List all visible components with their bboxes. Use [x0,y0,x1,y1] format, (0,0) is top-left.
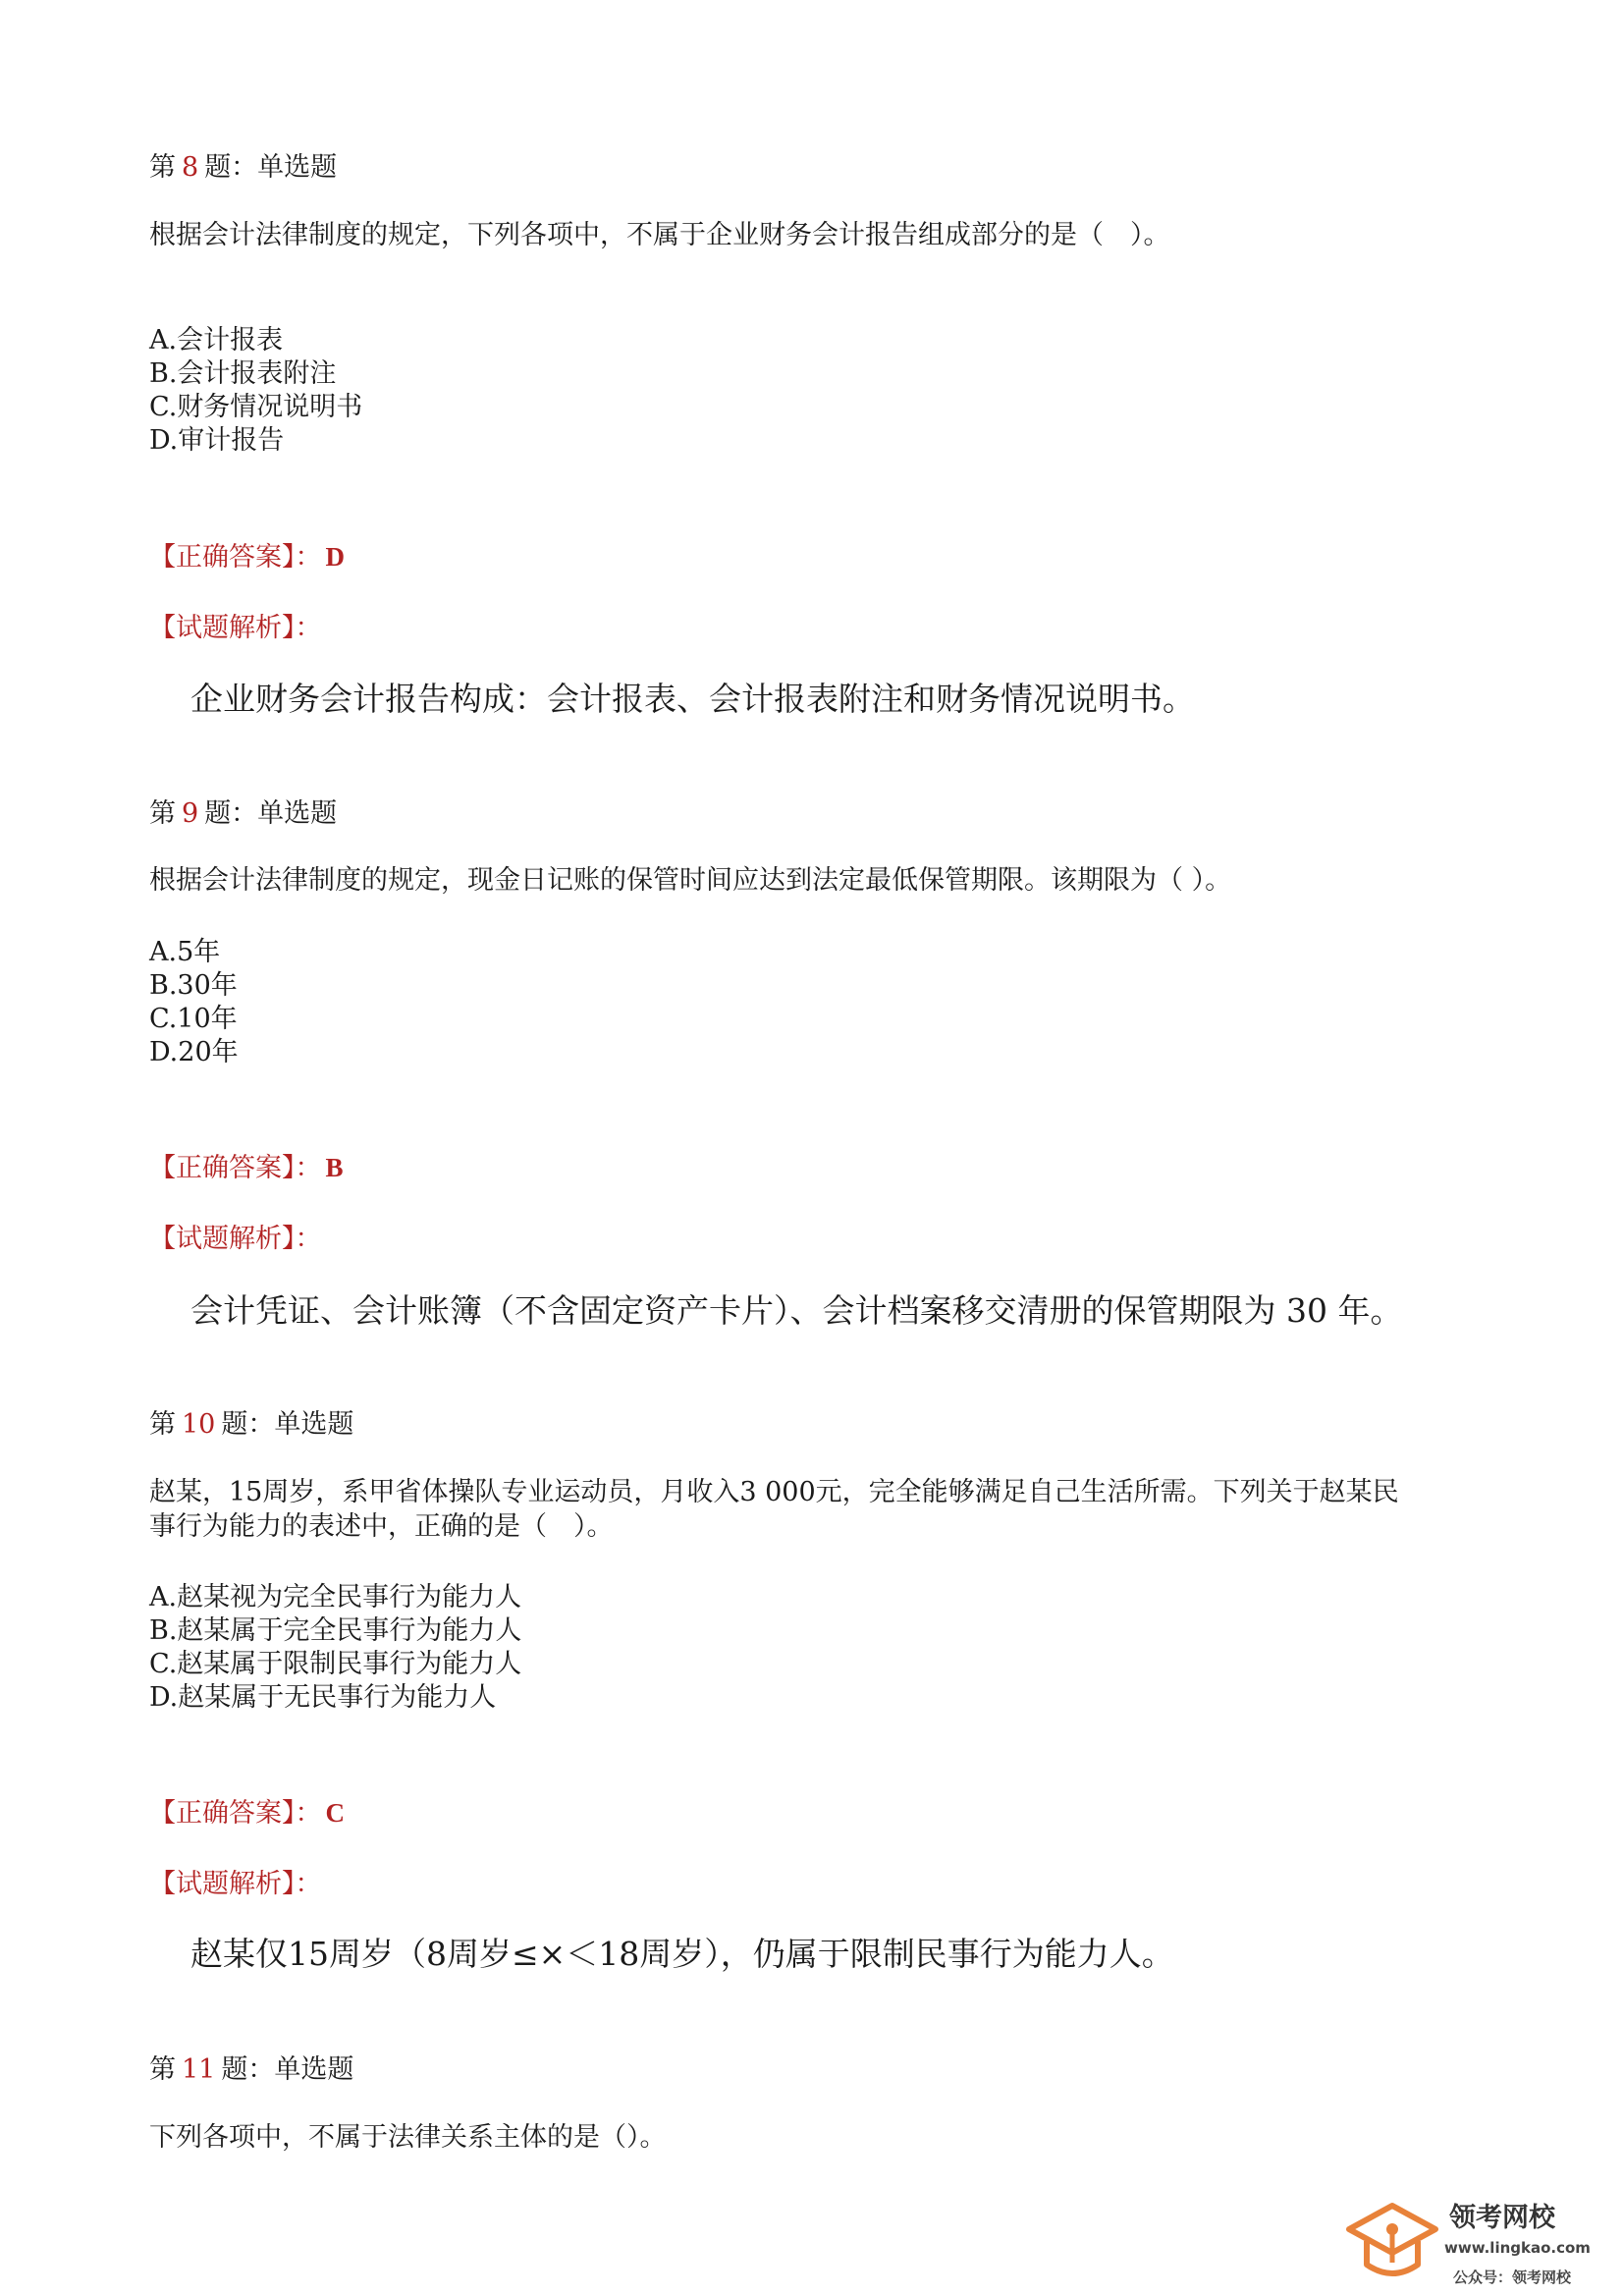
option-d: D.20年 [149,1037,239,1067]
question-11-header: 第 11 题：单选题 [149,2054,354,2085]
question-8-explanation: 企业财务会计报告构成：会计报表、会计报表附注和财务情况说明书。 [190,680,1195,718]
option-b: B.会计报表附注 [149,358,337,389]
answer-value: D [325,542,345,572]
logo-title: 领考网校 [1449,2203,1555,2233]
option-c: C.赵某属于限制民事行为能力人 [149,1649,522,1679]
question-8-explain-label: 【试题解析】： [149,613,322,643]
question-9-header: 第 9 题：单选题 [149,798,338,829]
option-c: C.10年 [149,1004,238,1034]
question-number: 10 [182,1409,216,1440]
option-a: A.会计报表 [149,325,284,355]
question-10-stem: 赵某，15周岁，系甲省体操队专业运动员，月收入3 000元，完全能够满足自己生活所需。下列关于赵某民 事行为能力的表述中，正确的是（ ）。 [149,1477,1399,1542]
question-10-header: 第 10 题：单选题 [149,1409,354,1440]
option-d: D.审计报告 [149,425,285,456]
question-9-options [149,936,239,1069]
graduation-cap-icon [1343,2192,1441,2290]
option-a: A.赵某视为完全民事行为能力人 [149,1582,522,1613]
question-10-answer: 【正确答案】： C [149,1798,345,1829]
question-10-explain-label: 【试题解析】： [149,1869,322,1899]
option-b: B.30年 [149,970,238,1001]
question-8-stem: 根据会计法律制度的规定，下列各项中，不属于企业财务会计报告组成部分的是（ ）。 [149,220,1170,250]
question-10-options [149,1581,521,1715]
question-number: 8 [182,152,199,183]
answer-value: B [325,1153,344,1182]
question-10-explanation: 赵某仅15周岁（8周岁≤×＜18周岁），仍属于限制民事行为能力人。 [190,1935,1174,1973]
answer-value: C [325,1798,345,1828]
question-9-stem: 根据会计法律制度的规定，现金日记账的保管时间应达到法定最低保管期限。该期限为（ ）。 [149,865,1232,896]
question-8-answer: 【正确答案】： D [149,542,345,573]
logo-url: www.lingkao.com [1444,2239,1591,2257]
option-b: B.赵某属于完全民事行为能力人 [149,1615,522,1646]
option-d: D.赵某属于无民事行为能力人 [149,1682,497,1713]
question-9-explanation: 会计凭证、会计账簿（不含固定资产卡片）、会计档案移交清册的保管期限为 30 年。 [190,1291,1403,1330]
logo-wechat: 公众号：领考网校 [1453,2269,1572,2286]
option-a: A.5年 [149,937,221,967]
question-9-answer: 【正确答案】： B [149,1153,344,1183]
brand-logo [1343,2192,1608,2290]
question-number: 9 [182,798,199,829]
question-9-explain-label: 【试题解析】： [149,1224,322,1254]
question-number: 11 [182,2054,216,2085]
question-8-header: 第 8 题：单选题 [149,152,338,183]
question-11-stem: 下列各项中，不属于法律关系主体的是（）。 [149,2122,667,2153]
option-c: C.财务情况说明书 [149,392,363,422]
question-8-options [149,324,362,458]
